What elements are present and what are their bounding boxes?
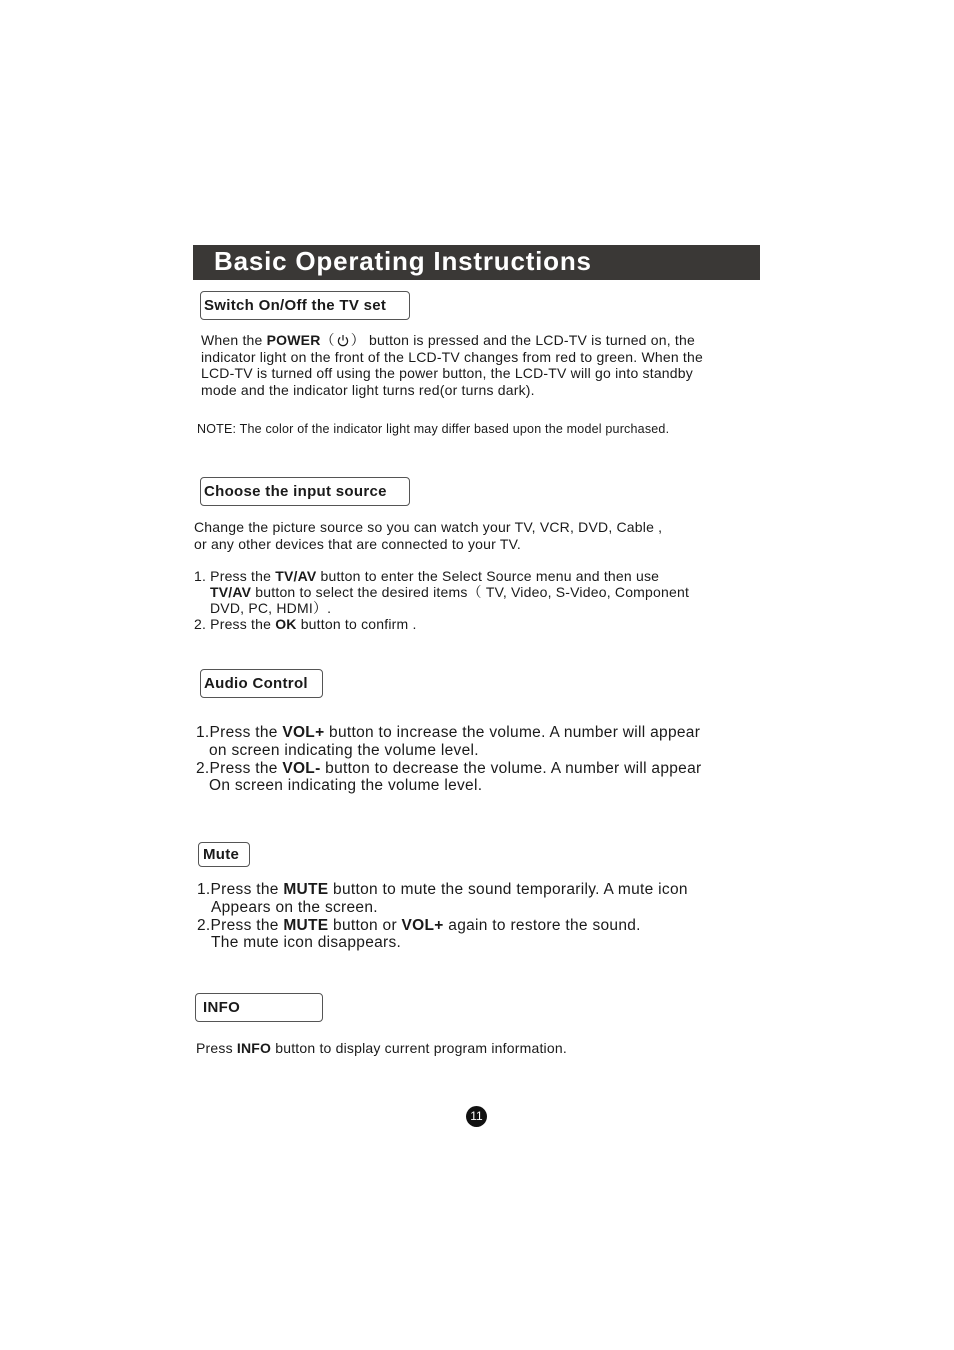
info-paragraph: Press INFO button to display current program information. bbox=[196, 1040, 567, 1056]
section-heading-input bbox=[200, 477, 410, 506]
section-heading-label: Audio Control bbox=[204, 675, 308, 692]
section-heading-label: Switch On/Off the TV set bbox=[204, 297, 387, 314]
page-title: Basic Operating Instructions bbox=[214, 246, 592, 276]
page-number: 11 bbox=[466, 1106, 487, 1127]
section-heading-mute bbox=[198, 842, 250, 867]
section-heading-power bbox=[200, 291, 410, 320]
section-heading-audio bbox=[200, 669, 323, 698]
power-line-1: When the POWER（ ） button is pressed and the LCD-TV is turned on, the bbox=[201, 332, 695, 348]
audio-step-2: 2.Press the VOL- button to decrease the volume. A number will appear bbox=[196, 759, 702, 777]
power-line-2: indicator light on the front of the LCD-TV changes from red to green. When the bbox=[201, 348, 703, 365]
power-paragraph bbox=[201, 332, 703, 398]
power-line-4: mode and the indicator light turns red(or turns dark). bbox=[201, 381, 535, 398]
input-intro bbox=[194, 519, 662, 552]
section-heading-label: Mute bbox=[203, 846, 240, 863]
input-steps bbox=[194, 568, 689, 632]
input-intro-line-1: Change the picture source so you can watch your TV, VCR, DVD, Cable , bbox=[194, 519, 663, 535]
input-step-1-cont-2: DVD, PC, HDMI）. bbox=[210, 600, 332, 616]
input-step-1-cont: TV/AV button to select the desired items（ TV, Video, S-Video, Component bbox=[210, 584, 690, 600]
audio-step-2-cont: On screen indicating the volume level. bbox=[209, 777, 483, 795]
power-icon bbox=[337, 334, 349, 347]
section-heading-label: Choose the input source bbox=[204, 483, 387, 500]
input-step-1: 1. Press the TV/AV button to enter the Select Source menu and then use bbox=[194, 568, 660, 584]
title-banner bbox=[193, 245, 760, 280]
audio-step-1: 1.Press the VOL+ button to increase the volume. A number will appear bbox=[196, 724, 701, 741]
input-step-2: 2. Press the OK button to confirm . bbox=[194, 616, 417, 632]
audio-step-1-cont: on screen indicating the volume level. bbox=[209, 741, 479, 759]
mute-step-1-cont: Appears on the screen. bbox=[211, 898, 378, 916]
mute-step-1: 1.Press the MUTE button to mute the sound temporarily. A mute icon bbox=[197, 881, 688, 898]
mute-step-2-cont: The mute icon disappears. bbox=[211, 934, 402, 952]
power-note: NOTE: The color of the indicator light may differ based upon the model purchased. bbox=[197, 422, 670, 436]
input-intro-line-2: or any other devices that are connected to your TV. bbox=[194, 535, 521, 552]
mute-steps bbox=[197, 881, 688, 952]
power-line-3: LCD-TV is turned off using the power button, the LCD-TV will go into standby bbox=[201, 365, 693, 381]
audio-steps bbox=[196, 724, 701, 795]
section-heading-label: INFO bbox=[203, 999, 241, 1016]
section-heading-info bbox=[195, 993, 323, 1022]
mute-step-2: 2.Press the MUTE button or VOL+ again to restore the sound. bbox=[197, 916, 641, 934]
